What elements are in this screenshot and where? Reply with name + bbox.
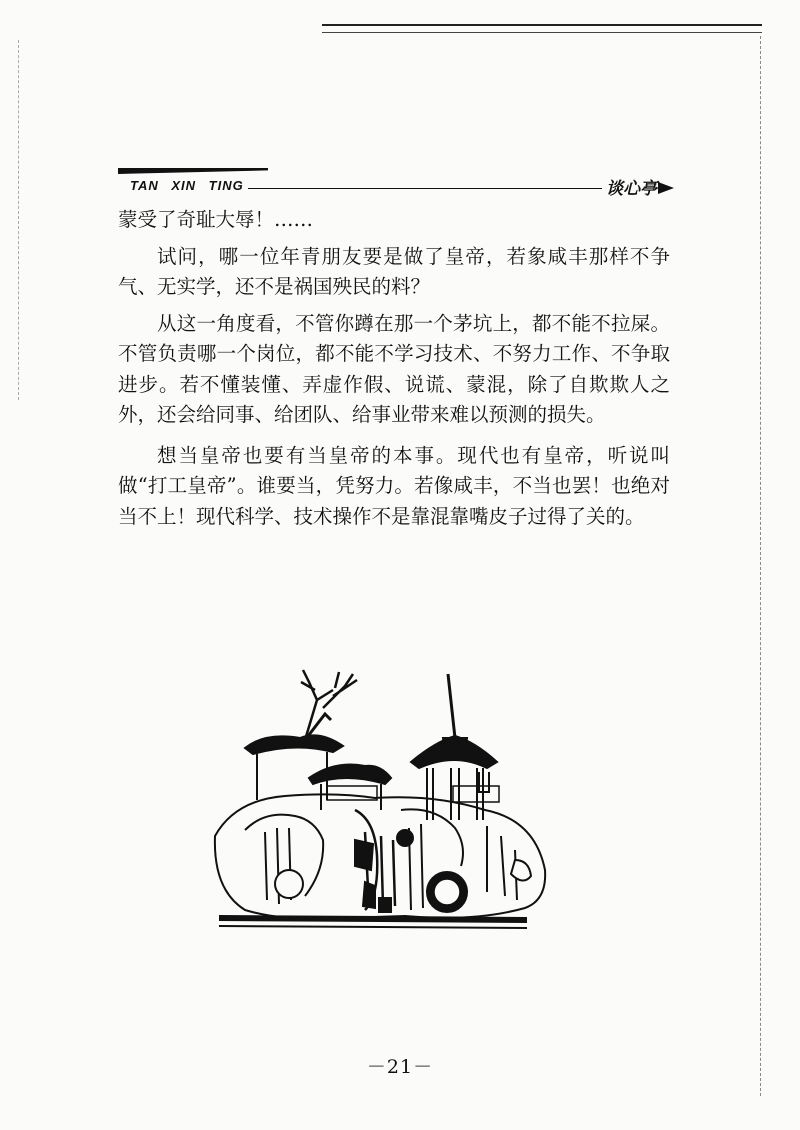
paragraph-1: 蒙受了奇耻大辱！…… <box>118 208 314 231</box>
header-arrow-icon <box>658 182 674 194</box>
paragraph-2: 试问，哪一位年青朋友要是做了皇帝，若象咸丰那样不争气、无实学，还不是祸国殃民的料？ <box>118 244 670 298</box>
running-header <box>118 168 678 208</box>
top-rule-thin <box>322 32 762 33</box>
scan-edge-right <box>760 36 761 1096</box>
paragraph-3: 从这一角度看，不管你蹲在那一个茅坑上，都不能不拉屎。不管负责哪一个岗位，都不能不学习技术、不努力工作、不争取进步。若不懂装懂、弄虚作假、说谎、蒙混，除了自欺欺人之外，还会给同事、给团队、给事业带来难以预测的损失。 <box>118 311 670 426</box>
header-chinese-title: 谈心亭 <box>602 174 661 199</box>
scan-edge-left <box>18 40 19 400</box>
header-wedge <box>118 168 268 174</box>
header-rule <box>248 188 658 189</box>
top-rule <box>322 24 762 26</box>
garden-pavilion-rockery-illustration-icon <box>205 660 550 940</box>
body-text <box>118 205 670 538</box>
header-english-title: TAN XIN TING <box>130 178 244 193</box>
paragraph-4: 想当皇帝也要有当皇帝的本事。现代也有皇帝，听说叫做“打工皇帝”。谁要当，凭努力。若像咸丰，不当也罢！也绝对当不上！现代科学、技术操作不是靠混靠嘴皮子过得了关的。 <box>118 443 670 528</box>
page-number: －21－ <box>366 1056 434 1078</box>
